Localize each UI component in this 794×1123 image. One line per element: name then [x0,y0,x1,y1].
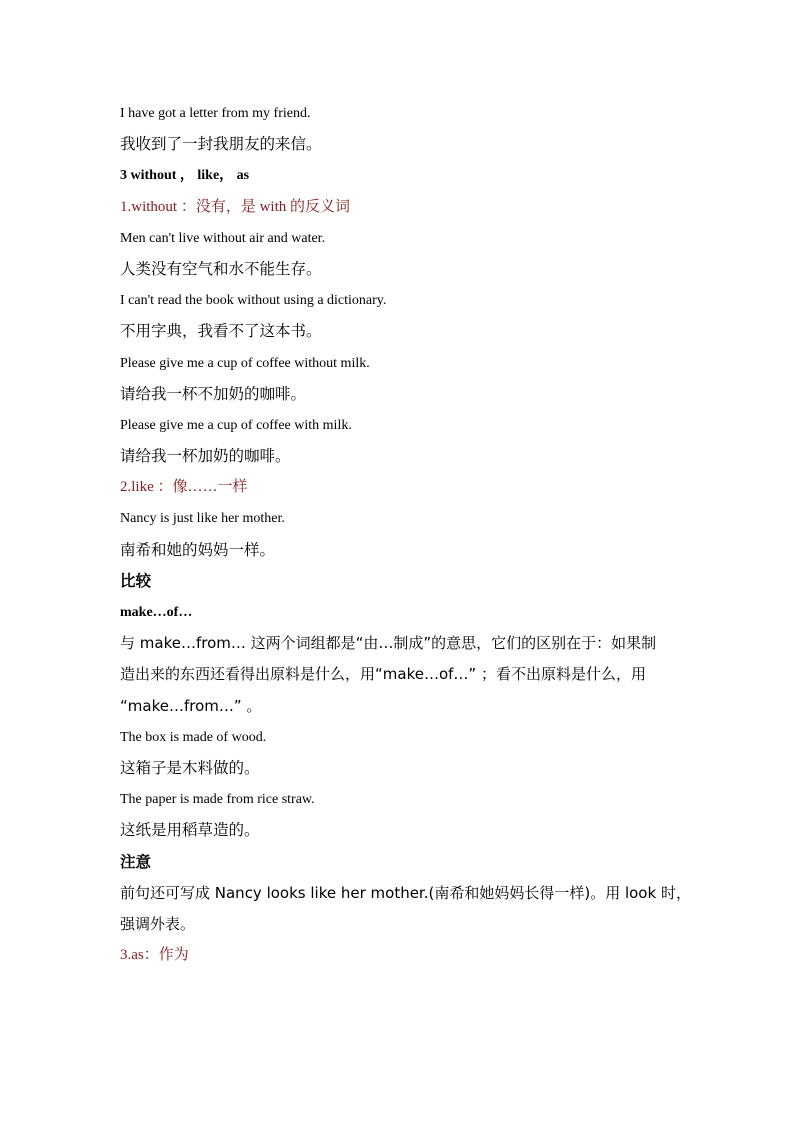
subheading-as: 3.as：作为 [120,947,189,964]
paragraph-line-3: “make…from…” 。 [120,696,262,715]
text-line-5: Men can't live without air and water. [120,230,326,246]
text-line-24: 这纸是用稻草造的。 [120,821,260,840]
note-line-1: 前句还可写成 Nancy looks like her mother.(南希和她妈妈长得一样)。用 look 时， [120,883,691,902]
paragraph-line-2: 造出来的东西还看得出原料是什么，用“make…of…” ；看不出原料是什么，用 [120,665,646,684]
text-line-8: 不用字典，我看不了这本书。 [120,322,322,341]
document-body [120,98,691,971]
text-line-14: Nancy is just like her mother. [120,511,285,527]
heading-compare: 比较 [120,571,152,590]
section-heading-without-like-as: 3 without ， like， as [120,168,250,184]
subheading-make-of: make…of… [120,605,193,620]
text-line-23: The paper is made from rice straw. [120,792,315,808]
text-line-2: 我收到了一封我朋友的来信。 [120,135,322,154]
paragraph-line-1: 与 make…from… 这两个词组都是“由…制成”的意思，它们的区别在于：如果制 [120,634,657,653]
text-line-15: 南希和她的妈妈一样。 [120,540,276,559]
heading-note: 注意 [120,852,152,871]
text-line-6: 人类没有空气和水不能生存。 [120,259,322,278]
text-line-21: The box is made of wood. [120,729,267,745]
text-line-12: 请给我一杯加奶的咖啡。 [120,447,291,466]
text-line-1: I have got a letter from my friend. [120,106,311,121]
text-line-7: I can't read the book without using a dictionary. [120,293,387,309]
text-line-22: 这箱子是木料做的。 [120,758,260,777]
subheading-without: 1.without ：没有，是 with 的反义词 [120,198,351,215]
note-line-2: 强调外表。 [120,914,196,933]
text-line-10: 请给我一杯不加奶的咖啡。 [120,384,307,403]
text-line-11: Please give me a cup of coffee with milk. [120,417,352,433]
text-line-9: Please give me a cup of coffee without milk. [120,355,370,371]
subheading-like: 2.like ：像……一样 [120,479,248,496]
